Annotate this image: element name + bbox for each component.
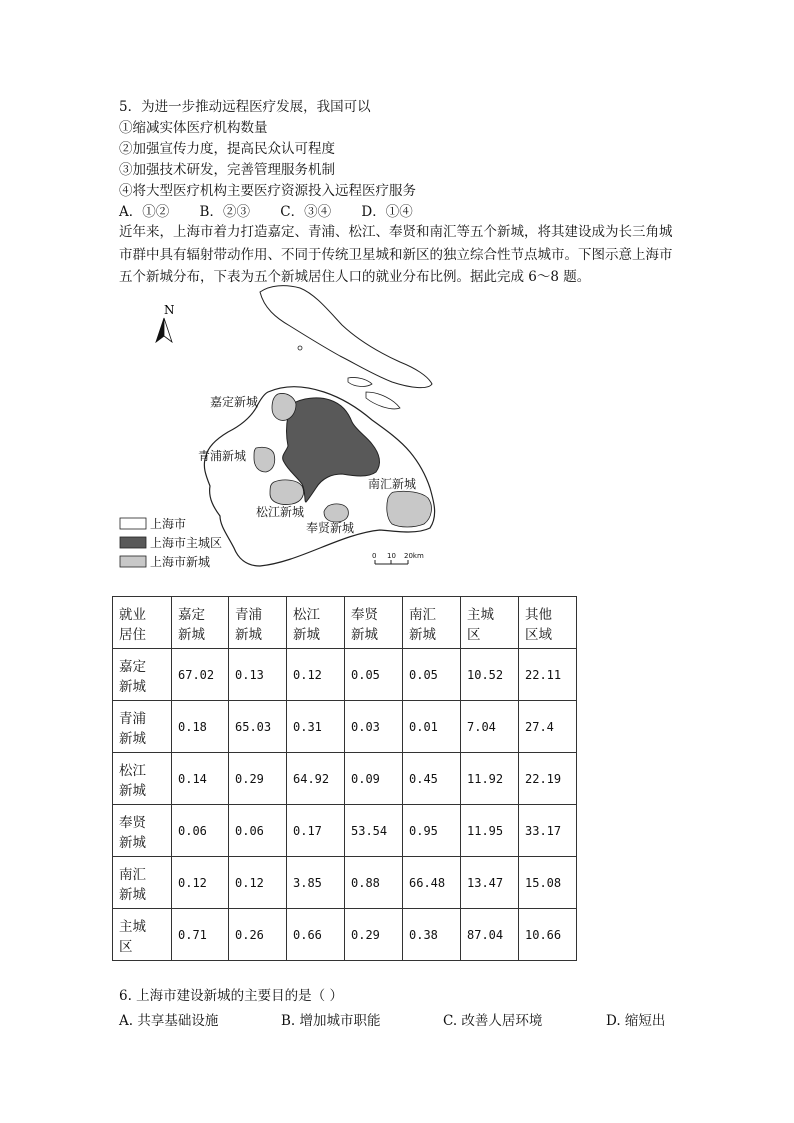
table-cell: 10.66 bbox=[519, 909, 577, 961]
table-cell: 0.18 bbox=[172, 701, 229, 753]
col-header bbox=[287, 597, 345, 649]
table-cell: 22.11 bbox=[519, 649, 577, 701]
table-cell: 0.05 bbox=[403, 649, 461, 701]
col-header bbox=[229, 597, 287, 649]
table-cell: 0.71 bbox=[172, 909, 229, 961]
chongming-island bbox=[260, 286, 432, 388]
label-songjiang: 松江新城 bbox=[256, 505, 305, 519]
row-header-line: 奉贤 bbox=[119, 814, 146, 831]
row-header-line: 新城 bbox=[119, 782, 146, 799]
label-qingpu: 青浦新城 bbox=[198, 449, 247, 463]
q6-option-d: D. 缩短出 bbox=[606, 1013, 666, 1029]
table-cell: 0.05 bbox=[345, 649, 403, 701]
corner-employment: 就业 bbox=[119, 606, 146, 623]
label-jiading: 嘉定新城 bbox=[210, 395, 259, 409]
map-legend bbox=[120, 516, 222, 569]
table-cell: 66.48 bbox=[403, 857, 461, 909]
nanhui-new-town bbox=[387, 491, 432, 527]
corner-residence: 居住 bbox=[119, 626, 146, 643]
table-cell: 65.03 bbox=[229, 701, 287, 753]
q5-item-2: ②加强宣传力度，提高民众认可程度 bbox=[119, 141, 335, 157]
table-corner bbox=[113, 597, 172, 649]
table-cell: 22.19 bbox=[519, 753, 577, 805]
col-header-line: 区 bbox=[467, 626, 481, 643]
qingpu-new-town bbox=[254, 447, 275, 472]
scale-bar bbox=[372, 552, 424, 564]
table-cell: 0.88 bbox=[345, 857, 403, 909]
table-cell: 11.95 bbox=[461, 805, 519, 857]
songjiang-new-town bbox=[270, 480, 304, 505]
col-header-line: 青浦 bbox=[235, 606, 262, 623]
row-header-line: 新城 bbox=[119, 834, 146, 851]
table-cell: 0.12 bbox=[287, 649, 345, 701]
north-arrow-icon bbox=[156, 303, 175, 342]
table-cell: 0.03 bbox=[345, 701, 403, 753]
table-body bbox=[113, 649, 577, 961]
q5-item-1: ①缩减实体医疗机构数量 bbox=[119, 120, 268, 136]
table-cell: 33.17 bbox=[519, 805, 577, 857]
table-cell: 53.54 bbox=[345, 805, 403, 857]
row-header bbox=[113, 805, 172, 857]
intro-paragraph: 近年来，上海市着力打造嘉定、青浦、松江、奉贤和南汇等五个新城，将其建设成为长三角城市群中具有辐射带动作用、不同于传统卫星城和新区的独立综合性节点城市。下图示意上海市五个新城分布，下表为五个新城居住人口的就业分布比例。据此完成 6～8 题。 bbox=[119, 224, 673, 285]
table-cell: 0.29 bbox=[345, 909, 403, 961]
table-cell: 0.12 bbox=[229, 857, 287, 909]
scale-10: 10 bbox=[387, 552, 396, 560]
table-cell: 64.92 bbox=[287, 753, 345, 805]
col-header-line: 区域 bbox=[525, 626, 552, 643]
table-cell: 15.08 bbox=[519, 857, 577, 909]
q5-option-b: B．②③ bbox=[199, 204, 250, 220]
label-fengxian: 奉贤新城 bbox=[306, 521, 355, 535]
col-header-line: 奉贤 bbox=[351, 606, 378, 623]
scale-0: 0 bbox=[372, 552, 377, 560]
table-cell: 0.14 bbox=[172, 753, 229, 805]
col-header-line: 南汇 bbox=[409, 606, 436, 623]
north-label: N bbox=[164, 303, 175, 317]
row-header bbox=[113, 701, 172, 753]
small-island-2 bbox=[366, 392, 400, 409]
row-header-line: 青浦 bbox=[119, 710, 146, 727]
table-cell: 0.06 bbox=[229, 805, 287, 857]
table-row bbox=[113, 857, 577, 909]
col-header-line: 松江 bbox=[293, 606, 320, 623]
table-row bbox=[113, 701, 577, 753]
q5-option-c: C．③④ bbox=[280, 204, 332, 220]
row-header-line: 南汇 bbox=[119, 866, 146, 883]
table-cell: 10.52 bbox=[461, 649, 519, 701]
table-cell: 7.04 bbox=[461, 701, 519, 753]
col-header-line: 新城 bbox=[178, 626, 205, 643]
row-header-line: 新城 bbox=[119, 730, 146, 747]
table-cell: 0.29 bbox=[229, 753, 287, 805]
col-header bbox=[519, 597, 577, 649]
table-cell: 0.45 bbox=[403, 753, 461, 805]
q6-option-c: C. 改善人居环境 bbox=[443, 1013, 543, 1029]
col-header-line: 新城 bbox=[351, 626, 378, 643]
q5-options bbox=[119, 202, 439, 222]
q5-option-a: A．①② bbox=[119, 204, 170, 220]
col-header-line: 新城 bbox=[293, 626, 320, 643]
table-cell: 0.13 bbox=[229, 649, 287, 701]
table-cell: 0.17 bbox=[287, 805, 345, 857]
legend-core: 上海市主城区 bbox=[150, 536, 223, 550]
row-header-line: 新城 bbox=[119, 678, 146, 695]
q5-item-4: ④将大型医疗机构主要医疗资源投入远程医疗服务 bbox=[119, 183, 416, 199]
table-cell: 13.47 bbox=[461, 857, 519, 909]
col-header-line: 其他 bbox=[525, 606, 552, 623]
table-header-row bbox=[113, 597, 577, 649]
legend-city: 上海市 bbox=[150, 517, 187, 531]
small-island bbox=[348, 377, 372, 386]
col-header-line: 新城 bbox=[409, 626, 436, 643]
table-cell: 11.92 bbox=[461, 753, 519, 805]
table-cell: 0.06 bbox=[172, 805, 229, 857]
q6-option-a: A. 共享基础设施 bbox=[119, 1013, 219, 1029]
row-header-line: 主城 bbox=[119, 918, 146, 935]
table-row bbox=[113, 805, 577, 857]
label-nanhui: 南汇新城 bbox=[368, 477, 417, 491]
row-header-line: 松江 bbox=[119, 762, 146, 779]
q5-item-3: ③加强技术研发，完善管理服务机制 bbox=[119, 162, 335, 178]
col-header bbox=[172, 597, 229, 649]
table-row bbox=[113, 753, 577, 805]
q6-stem: 6. 上海市建设新城的主要目的是（ ） bbox=[119, 988, 343, 1004]
table-cell: 0.95 bbox=[403, 805, 461, 857]
table-cell: 67.02 bbox=[172, 649, 229, 701]
row-header-line: 嘉定 bbox=[119, 658, 146, 675]
row-header bbox=[113, 909, 172, 961]
row-header-line: 区 bbox=[119, 938, 133, 955]
table-cell: 87.04 bbox=[461, 909, 519, 961]
employment-table bbox=[112, 596, 577, 961]
table-cell: 0.38 bbox=[403, 909, 461, 961]
row-header bbox=[113, 753, 172, 805]
q5-option-d: D．①④ bbox=[361, 204, 413, 220]
shanghai-map bbox=[110, 280, 450, 580]
col-header-line: 主城 bbox=[467, 606, 494, 623]
table-cell: 3.85 bbox=[287, 857, 345, 909]
row-header bbox=[113, 857, 172, 909]
fengxian-new-town bbox=[324, 504, 348, 522]
q6-option-b: B. 增加城市职能 bbox=[281, 1013, 381, 1029]
col-header-line: 新城 bbox=[235, 626, 262, 643]
table-cell: 0.01 bbox=[403, 701, 461, 753]
scale-20km: 20km bbox=[404, 552, 424, 560]
table-row bbox=[113, 909, 577, 961]
table-cell: 27.4 bbox=[519, 701, 577, 753]
table-cell: 0.09 bbox=[345, 753, 403, 805]
table-cell: 0.31 bbox=[287, 701, 345, 753]
table-cell: 0.12 bbox=[172, 857, 229, 909]
table-row bbox=[113, 649, 577, 701]
col-header bbox=[403, 597, 461, 649]
row-header-line: 新城 bbox=[119, 886, 146, 903]
table-cell: 0.66 bbox=[287, 909, 345, 961]
col-header bbox=[461, 597, 519, 649]
col-header bbox=[345, 597, 403, 649]
legend-new-town: 上海市新城 bbox=[150, 555, 211, 569]
row-header bbox=[113, 649, 172, 701]
table-cell: 0.26 bbox=[229, 909, 287, 961]
col-header-line: 嘉定 bbox=[178, 606, 205, 623]
q5-stem: 5．为进一步推动远程医疗发展，我国可以 bbox=[119, 99, 371, 115]
